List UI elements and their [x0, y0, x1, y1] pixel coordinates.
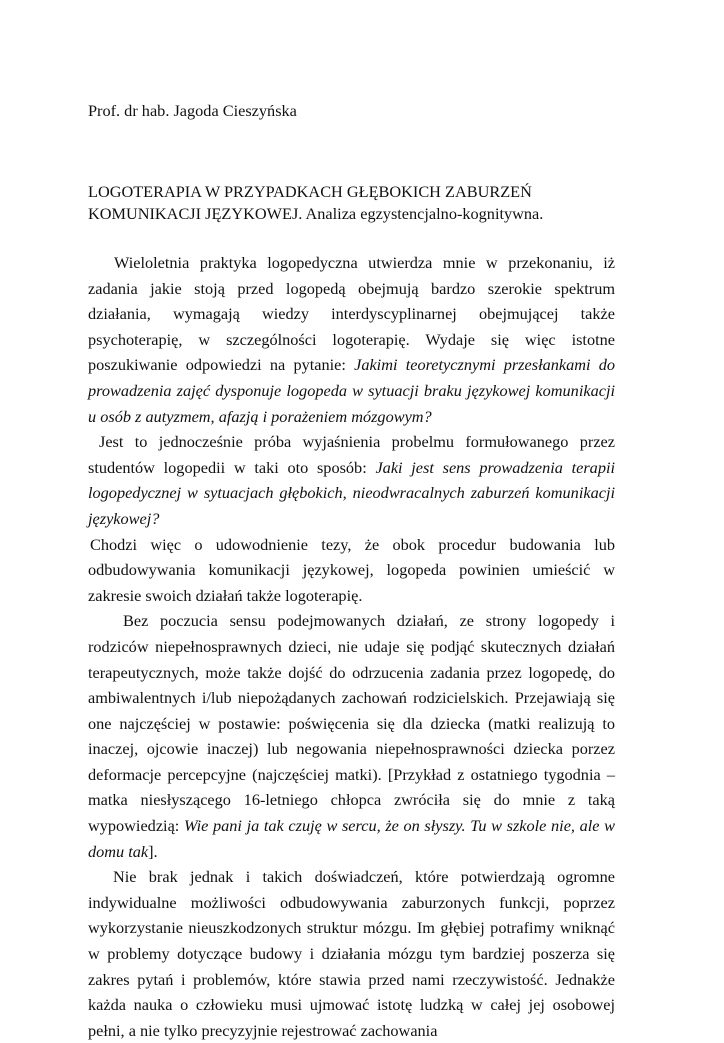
paragraph-1	[88, 250, 615, 429]
paragraph-2-question: Jaki jest sens prowadzenia terapii logopedycznej w sytuacjach głębokich, nieodwracalnych zaburzeń komunikacji językowej?	[88, 457, 616, 528]
paragraph-2	[88, 429, 615, 531]
title-line-2: KOMUNIKACJI JĘZYKOWEJ. Analiza egzystencjalno-kognitywna.	[88, 204, 544, 223]
paragraph-4-quote: Wie pani ja tak czuję w sercu, że on słyszy. Tu w szkole nie, ale w domu tak	[88, 816, 615, 861]
paragraph-5-text: Nie brak jednak i takich doświadczeń, które potwierdzają ogromne indywidualne możliwości odbudowywania zaburzonych funkcji, poprzez wykorzystanie nieuszkodzonych struktur mózgu. Im głębiej potrafimy wniknąć w problemy dotyczące budowy i działania mózgu tym bardziej poszerza się zakres pytań i problemów, które stawia przed nami rzeczywistość. Jednakże każda nauka o człowieku musi ujmować istotę ludzką w całej jej osobowej pełni, a nie tylko precyzyjnie rejestrować zachowania	[88, 867, 615, 1040]
paragraph-4	[88, 608, 615, 864]
document-title	[88, 181, 648, 225]
author-line: Prof. dr hab. Jagoda Cieszyńska	[88, 101, 297, 120]
paragraph-1-question: Jakimi teoretycznymi przesłankami do prowadzenia zajęć dysponuje logopeda w sytuacji braku językowej komunikacji u osób z autyzmem, afazją i porażeniem mózgowym?	[88, 355, 616, 426]
document-body	[88, 250, 615, 1043]
paragraph-2-text: Jest to jednocześnie próba wyjaśnienia probelmu formułowanego przez studentów logopedii w taki oto sposób:	[88, 432, 615, 477]
paragraph-3	[88, 532, 615, 609]
title-line-1: LOGOTERAPIA W PRZYPADKACH GŁĘBOKICH ZABURZEŃ	[88, 182, 532, 201]
paragraph-4-end: ].	[148, 841, 158, 861]
paragraph-1-text: Wieloletnia praktyka logopedyczna utwierdza mnie w przekonaniu, iż zadania jakie stoją przed logopedą obejmują bardzo szerokie spektrum działania, wymagają wiedzy interdyscyplinarnej obejmującej także psychoterapię, w szczególności logoterapię. Wydaje się więc istotne poszukiwanie odpowiedzi na pytanie:	[88, 253, 615, 375]
paragraph-3-text: Chodzi więc o udowodnienie tezy, że obok procedur budowania lub odbudowywania komunikacji językowej, logopeda powinien umieścić w zakresie swoich działań także logoterapię.	[88, 534, 615, 605]
paragraph-5	[88, 864, 615, 1043]
paragraph-4-text: Bez poczucia sensu podejmowanych działań, ze strony logopedy i rodziców niepełnosprawnych dzieci, nie udaje się podjąć skutecznych działań terapeutycznych, może także dojść do odrzucenia zadania przez logopedę, do ambiwalentnych i/lub niepożądanych zachowań rodzicielskich. Przejawiają się one najczęściej w postawie: poświęcenia się dla dziecka (matki realizują to inaczej, ojcowie inaczej) lub negowania niepełnosprawności dziecka porzez deformacje percepcyjne (najczęściej matki). [Przykład z ostatniego tygodnia – matka niesłyszącego 16-letniego chłopca zwróciła się do mnie z taką wypowiedzią:	[88, 611, 615, 836]
